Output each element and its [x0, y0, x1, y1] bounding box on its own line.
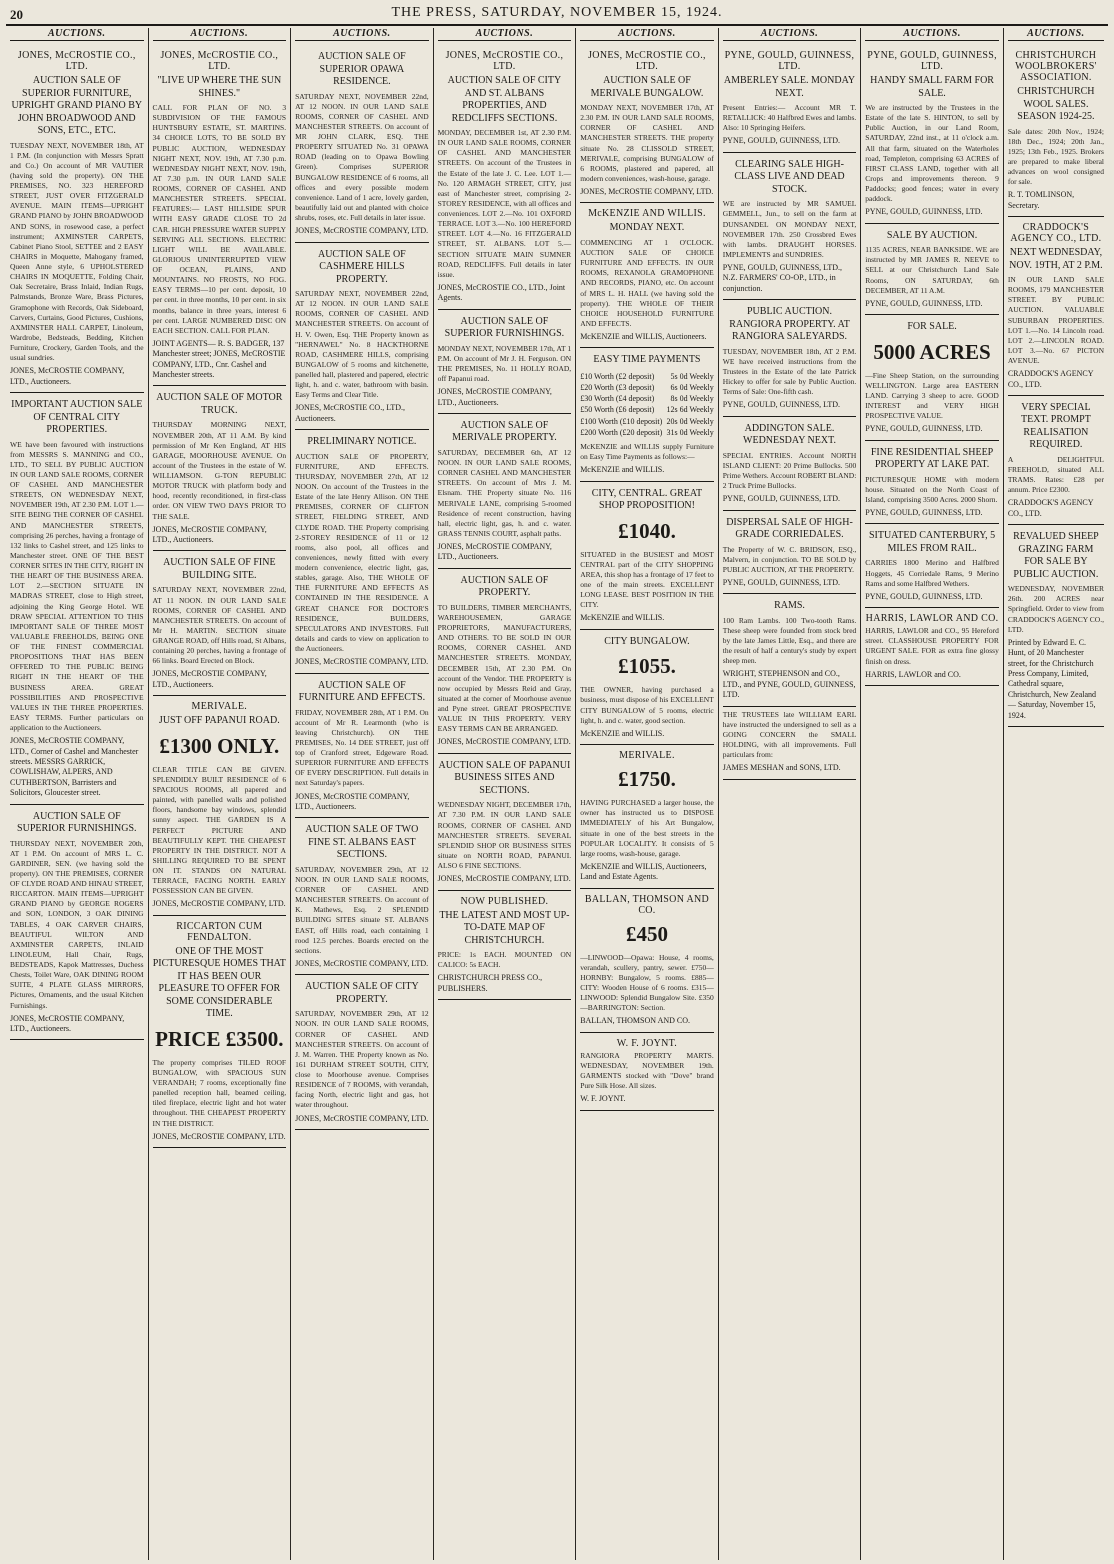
- ad-title: AUCTION SALE OF CITY PROPERTY.: [305, 981, 419, 1005]
- ad-title: AUCTION SALE OF CASHMERE HILLS PROPERTY.: [317, 248, 406, 285]
- ad-body: RANGIORA PROPERTY MARTS. WEDNESDAY, NOVEMBER 19th. GARMENTS stocked with "Dove" brand Pure Silk Hose. All sizes.: [580, 1050, 714, 1091]
- ad-body: SATURDAY NEXT, NOVEMBER 22nd, AT 11 NOON. IN OUR LAND SALE ROOMS, CORNER OF CASHEL AND MANCHESTER STREETS. On account of Mr H. MARTIN. SECTION situate GRANGE ROAD, off Hills road, St Albans, containing 20 perches, having a frontage of 66 links. Board Erected on Block.: [152, 585, 287, 666]
- ad-title: SITUATED CANTERBURY, 5 MILES FROM RAIL.: [868, 530, 996, 554]
- ad-body: We are instructed by the Trustees in the Estate of the late S. HINTON, to sell by Public Auction, in our Land Room, SATURDAY, 22nd inst., at 11 o'clock a.m. All that farm, situated on the Waterholes road, Templeton, comprising 63 ACRES of FIRST CLASS LAND, together with all Crops and improvements thereon. 9 Paddocks; good fences; water in every paddock.: [865, 103, 999, 204]
- ad-price: £1300 ONLY.: [159, 733, 280, 758]
- ad-title: CITY, CENTRAL. GREAT SHOP PROPOSITION!: [591, 487, 703, 512]
- advertisement: [1008, 45, 1104, 217]
- ad-body: FRIDAY, NOVEMBER 28th, AT 1 P.M. On account of Mr R. Learmonth (who is leaving Christchurch). ON THE PREMISES, No. 14 DEE STREET, just off top of Cranford street, Edgeware Road. SUPERIOR FURNITURE AND EFFECTS OF EVERY DESCRIPTION. Full details in next Saturday's papers.: [295, 707, 429, 788]
- ad-signature: PYNE, GOULD, GUINNESS, LTD.: [865, 424, 983, 434]
- ad-firm: JONES, McCROSTIE CO., LTD.: [17, 50, 136, 72]
- advertisement: [865, 45, 999, 224]
- ad-title: AUCTION SALE OF CITY AND ST. ALBANS PROPERTIES, AND REDCLIFFS SECTIONS.: [447, 75, 562, 124]
- ad-body: A DELIGHTFUL FREEHOLD, situated ALL TRAMS. Rates: £28 per annum. Price £2300.: [1007, 454, 1104, 495]
- ad-body: MONDAY NEXT, NOVEMBER 17th, AT 2.30 P.M. IN OUR LAND SALE ROOMS, CORNER OF CASHEL AND MANCHESTER STREETS. THE property situate No. 28 CLISSOLD STREET, MERIVALE, comprising BUNGALOW of 6 ROOMS, plastered and papered, all modern conveniences, wash-house, garage.: [580, 103, 714, 183]
- payment-rate: 5s 0d Weekly: [670, 371, 714, 381]
- payment-amount: £30 Worth (£4 deposit): [580, 394, 655, 404]
- ad-firm: RICCARTON CUM FENDALTON.: [176, 920, 263, 943]
- ad-firm: JONES, McCROSTIE CO., LTD.: [445, 50, 564, 72]
- ad-firm: HARRIS, LAWLOR AND CO.: [865, 613, 999, 625]
- ad-signature: JONES, McCROSTIE COMPANY, LTD.: [295, 226, 429, 236]
- ad-body: MONDAY NEXT, NOVEMBER 17th, AT 1 P.M. On account of Mr J. H. Ferguson. ON THE PREMISES, No. 11 HOLLY ROAD, off Papanui road.: [437, 343, 572, 384]
- advertisement: [438, 754, 572, 891]
- ad-firm: JONES, McCROSTIE CO., LTD.: [160, 50, 279, 72]
- payment-row: [580, 427, 714, 438]
- ad-body: CALL FOR PLAN OF NO. 3 SUBDIVISION OF THE FAMOUS HUNTSBURY ESTATE, ST. MARTINS. 34 CHOICE LOTS, TO BE SOLD BY PUBLIC AUCTION, WEDNESDAY NIGHT NEXT, NOV. 19th, AT 7.30 p.m. WEDNESDAY NIGHT NEXT, NOV. 19th, AT 7.30 p.m. IN OUR LAND SALE ROOMS, CORNER OF CASHEL AND MANCHESTER STREETS. SPECIAL FEATURES:— LAST HILLSIDE SPUR WITH EASY GRADE CLOSE TO 2d CAR. HIGH PRESSURE WATER SUPPLY SERVING ALL SECTIONS. ELECTRIC LIGHT WILL BE AVAILABLE. GLORIOUS UNINTERRUPTED VIEW OF OCEAN, PLAINS, AND MOUNTAINS. NO FROSTS, NO FOG. EASY TERMS—10 per cent. deposit, 10 per cent. in three months, 10 per cent. in six months, balance in three years, interest 6 per cent. LARGE NUMBERED DISC ON EACH SECTION. CALL FOR PLAN.: [152, 103, 287, 335]
- column-heading: AUCTIONS.: [10, 28, 144, 41]
- advertisement: [438, 45, 572, 310]
- ad-signature: PYNE, GOULD, GUINNESS, LTD., N.Z. FARMERS' CO-OP., LTD., in conjunction.: [722, 263, 842, 293]
- column-heading: AUCTIONS.: [865, 28, 999, 41]
- ad-price: £1055.: [618, 654, 676, 679]
- ad-signature: McKENZIE and WILLIS, Auctioneers, Land and Estate Agents.: [580, 861, 707, 882]
- ad-body: The Property of W. C. BRIDSON, ESQ., Malvern, in conjunction. TO BE SOLD by PUBLIC AUCTION, AT THE PROPERTY.: [722, 544, 857, 574]
- ad-signature: McKENZIE and WILLIS.: [580, 613, 665, 623]
- advertisement: [438, 891, 572, 1001]
- ad-body: PRICE: 1s EACH. MOUNTED ON CALICO: 5s EACH.: [437, 950, 572, 970]
- column-1: [6, 28, 148, 1560]
- ad-signature: McKENZIE and WILLIS.: [580, 465, 665, 475]
- ad-title: FOR SALE.: [907, 321, 957, 333]
- ad-body: SATURDAY, NOVEMBER 29th, AT 12 NOON. IN OUR LAND SALE ROOMS, CORNER OF CASHEL AND MANCHESTER STREETS. On account of K. Mathews, Esq. 2 SPLENDID BUILDING SITES situate ST. ALBANS EAST, off Hills road, each containing 1 rood 12.5 perches. Boards erected on the sections.: [295, 864, 429, 955]
- ad-body: —LINWOOD—Opawa: House, 4 rooms, verandah, scullery, pantry, sewer. £750—HORNBY: Bungalow, 5 rooms. £885—CITY: Wooden House of 6 rooms. £315—LINWOOD: Splendid Bungalow Site. £350—BARRINGTON: Section.: [580, 952, 714, 1013]
- ad-firm: BALLAN, THOMSON AND CO.: [584, 893, 710, 916]
- ad-body: WE have been favoured with instructions from MESSRS S. MANNING and CO., LTD., TO SELL BY PUBLIC AUCTION IN OUR LAND SALE ROOMS, CORNER OF CASHEL AND MANCHESTER STREETS, ON WEDNESDAY NEXT, NOVEMBER 19th, AT 2.30 P.M. LOT 1.—SITE BEING THE CORNER OF CASHEL AND MANCHESTER STREETS, comprising 26 perches, having a frontage of 132 links to Cashel street, and 125 links to Manchester street. ONE OF THE BEST CORNER SITES IN THE CITY, RIGHT IN THE HEART OF THE BUSINESS AREA. LOT 2.—SECTION SITUATE IN MADRAS STREET, close to High street, adjoining the King George Hotel. WE DRAW SPECIAL ATTENTION TO THIS IMPORTANT SALE OF THREE MOST VALUABLE FREEHOLDS, BEING ONE OF THE FINEST COMMERCIAL PROPOSITIONS THAT HAS BEEN OFFERED TO THE PUBLIC BEING RIGHT IN THE HEART OF THE BUSINESS AREA. GREAT POSSIBILITIES AND PROSPECTIVE VALUES IN THE THREE PROPERTIES. EASY TERMS. Further particulars on application to the Auctioneers.: [10, 439, 144, 733]
- advertisement: [723, 594, 857, 706]
- ad-firm: PYNE, GOULD, GUINNESS, LTD.: [724, 50, 855, 72]
- ad-body: HAVING PURCHASED a larger house, the owner has instructed us to DISPOSE IMMEDIATELY of his Art Bungalow, situate in one of the best streets in the POPULAR LOCALITY. It consists of 5 large rooms, wash-house, garage.: [580, 798, 714, 858]
- ad-signature: PYNE, GOULD, GUINNESS, LTD.: [865, 207, 983, 217]
- ad-signature: JONES, McCROSTIE COMPANY, LTD.: [152, 899, 286, 909]
- ad-body: PICTURESQUE HOME with modern house. Situated on the North Coast of Island, comprising 3500 Acres. 2000 Shorn.: [865, 474, 999, 504]
- ad-body: SATURDAY NEXT, NOVEMBER 22nd, AT 12 NOON. IN OUR LAND SALE ROOMS, CORNER OF CASHEL AND MANCHESTER STREETS. On account of MR JOHN CLARK, ESQ. THE PROPERTY SITUATED No. 31 OPAWA ROAD (leading on to Opawa Bowling Green). Comprises SUPERIOR BUNGALOW RESIDENCE of 6 rooms, all offices and every possible modern convenience. Land of 1 acre, lovely garden, beautifully laid out and planted with choice shrubs, roses, etc. Full details in later issue.: [295, 91, 429, 222]
- column-5: [575, 28, 718, 1560]
- ad-firm: CHRISTCHURCH WOOLBROKERS' ASSOCIATION.: [1015, 50, 1097, 83]
- ad-title: AMBERLEY SALE. MONDAY NEXT.: [723, 75, 856, 99]
- column-heading: AUCTIONS.: [1008, 28, 1104, 41]
- column-8: [1003, 28, 1108, 1560]
- ad-firm: PYNE, GOULD, GUINNESS, LTD.: [867, 50, 997, 72]
- ad-signature: W. F. JOYNT.: [580, 1094, 626, 1104]
- ad-title: PUBLIC AUCTION. RANGIORA PROPERTY. AT RANGIORA SALEYARDS.: [729, 306, 850, 343]
- ad-title: RAMS.: [774, 600, 805, 612]
- ad-firm: MERIVALE.: [619, 750, 675, 762]
- ad-title: AUCTION SALE OF FURNITURE AND EFFECTS.: [298, 679, 426, 704]
- ad-signature: JONES, McCROSTIE COMPANY, LTD., Auctioneers.: [437, 542, 552, 562]
- ad-firm: McKENZIE AND WILLIS.: [588, 208, 706, 220]
- ad-title: DISPERSAL SALE OF HIGH-GRADE CORRIEDALES.: [726, 516, 853, 541]
- ad-title: AUCTION SALE OF SUPERIOR FURNISHINGS.: [444, 315, 565, 340]
- advertisement: [438, 414, 572, 569]
- advertisement: [153, 45, 287, 386]
- ad-body: SATURDAY, NOVEMBER 29th, AT 12 NOON. IN OUR LAND SALE ROOMS, CORNER OF CASHEL AND MANCHESTER STREETS. On account of J. M. Warren. THE Property known as No. 161 DURHAM STREET SOUTH, CITY, close to Moorhouse avenue. Comprises RESIDENCE of 7 ROOMS, with verandah, facing North, electric light and gas, hot water throughout.: [295, 1009, 429, 1110]
- advertisement: [580, 348, 714, 481]
- ad-signature: JONES, McCROSTIE COMPANY, LTD.: [295, 1113, 429, 1123]
- ad-title: CITY BUNGALOW.: [604, 635, 690, 647]
- advertisement: [580, 203, 714, 348]
- advertisement: [865, 524, 999, 608]
- ad-signature: PYNE, GOULD, GUINNESS, LTD.: [722, 577, 840, 587]
- ad-signature: JONES, McCROSTIE COMPANY, LTD.: [580, 187, 714, 196]
- ad-body: IN OUR LAND SALE ROOMS, 179 MANCHESTER STREET. BY PUBLIC AUCTION. VALUABLE SUBURBAN PROPERTIES. LOT 1.—No. 14 Lincoln road. LOT 2.—LINCOLN ROAD. LOT 3.—No. 67 PICTON AVENUE.: [1007, 275, 1104, 366]
- ad-body: SITUATED in the BUSIEST and MOST CENTRAL part of the CITY SHOPPING AREA, this shop has a frontage of 17 feet to one of the main streets. EXCELLENT LONG LEASE. BEST POSITION IN THE CITY.: [580, 549, 714, 610]
- ad-title: VERY SPECIAL TEXT. PROMPT REALISATION REQUIRED.: [1020, 401, 1091, 451]
- advertisement: [580, 45, 714, 203]
- payment-row: [580, 404, 714, 415]
- ad-title: AUCTION SALE OF PAPANUI BUSINESS SITES AND SECTIONS.: [438, 759, 571, 796]
- ad-signature: JONES, McCROSTIE COMPANY, LTD., Corner of Cashel and Manchester streets. MESSRS GARRICK, COWLISHAW, ALPERS, AND CUTHBERTSON, Barristers and Solicitors, Gloucester street.: [10, 736, 139, 798]
- column-7: [860, 28, 1003, 1560]
- ad-signature: CRADDOCK'S AGENCY CO., LTD.: [1007, 369, 1094, 389]
- ad-title: AUCTION SALE OF SUPERIOR FURNISHINGS.: [17, 810, 137, 834]
- advertisement: [438, 310, 572, 414]
- ad-signature: PYNE, GOULD, GUINNESS, LTD.: [865, 298, 983, 308]
- advertisement: [865, 608, 999, 686]
- masthead: [6, 2, 1108, 26]
- advertisement: [153, 386, 287, 551]
- ad-signature: PYNE, GOULD, GUINNESS, LTD.: [722, 400, 840, 410]
- ad-signature: JONES, McCROSTIE COMPANY, LTD., Auctioneers.: [152, 524, 267, 545]
- payment-row: [580, 393, 714, 404]
- ad-body: Present Entries:— Account MR T. RETALLICK: 40 Halfbred Ewes and lambs. Also: 10 Springing Heifers.: [722, 103, 857, 133]
- advertisement: [153, 696, 287, 916]
- advertisement: [580, 630, 714, 745]
- ad-title: ADDINGTON SALE. WEDNESDAY NEXT.: [743, 422, 836, 447]
- ad-title: THE LATEST AND MOST UP-TO-DATE MAP OF CHRISTCHURCH.: [439, 909, 570, 946]
- ad-signature: JONES, McCROSTIE COMPANY, LTD., Auctioneers.: [295, 791, 410, 811]
- advertisement: [723, 153, 857, 300]
- column-2: [148, 28, 291, 1560]
- payment-row: [580, 371, 714, 382]
- ad-signature: JONES, McCROSTIE CO., LTD., Auctioneers.: [295, 403, 406, 423]
- ad-signature: BALLAN, THOMSON AND CO.: [580, 1016, 691, 1026]
- ad-body: SATURDAY, DECEMBER 6th, AT 12 NOON. IN OUR LAND SALE ROOMS, CORNER CASHEL AND MANCHESTER STREETS. On account of Mrs J. M. Elsnam. THE Property situate No. 116 MERIVALE LANE, comprising 5-roomed Residence of recent construction, having hall, electric light, gas, h. and c. water. GRASS TENNIS COURT, asphalt paths.: [437, 447, 572, 538]
- ad-price: PRICE £3500.: [155, 1026, 284, 1051]
- advertisement: [295, 45, 429, 243]
- advertisement: [153, 551, 287, 696]
- ad-title: CHRISTCHURCH WOOL SALES. SEASON 1924-25.: [1017, 86, 1095, 122]
- ad-body: Sale dates: 20th Nov., 1924; 18th Dec., 1924; 20th Jan., 1925; 13th Feb., 1925. Brokers are prepared to make liberal advances on wool consigned for sale.: [1007, 126, 1104, 187]
- ad-signature: McKENZIE and WILLIS, Auctioneers.: [580, 332, 707, 342]
- ad-signature: WRIGHT, STEPHENSON and CO., LTD., and PYNE, GOULD, GUINNESS, LTD.: [722, 669, 856, 700]
- payment-amount: £200 Worth (£20 deposit): [580, 427, 663, 437]
- ad-body: —Fine Sheep Station, on the surrounding WELLINGTON. Large area EASTERN LAND. Carrying 3 sheep to acre. GOOD INTEREST and VERY HIGH PROSPECTIVE VALUE.: [865, 370, 999, 421]
- ad-title: MONDAY NEXT.: [609, 222, 685, 234]
- ad-body: MONDAY, DECEMBER 1st, AT 2.30 P.M. IN OUR LAND SALE ROOMS, CORNER OF CASHEL AND MANCHESTER STREETS. On account of the Trustees in the Estate of the late J. C. Lee. LOT 1.—No. 120 ARMAGH STREET, CITY, just east of Manchester street, comprising 2-STOREY RESIDENCE, with all offices and conveniences. LOT 2.—No. 101 OXFORD TERRACE. LOT 3.—No. 100 HEREFORD STREET. LOT 4.—No. 16 FITZGERALD STREET, ST. ALBANS. LOT 5.—SECTION SITUATE MAIN SUMNER ROAD, REDCLIFFS. Full details in later issue.: [437, 128, 572, 279]
- advertisement: [295, 818, 429, 975]
- advertisement: [580, 745, 714, 889]
- ad-title: SALE BY AUCTION.: [886, 229, 978, 241]
- ad-signature: JONES, McCROSTIE COMPANY, LTD.: [295, 958, 429, 968]
- ad-body: CARRIES 1800 Merino and Halfbred Hoggets, 45 Corriedale Rams, 9 Merino Rams and some Halfbred Wethers.: [865, 558, 999, 588]
- ad-signature: HARRIS, LAWLOR and CO.: [865, 669, 961, 679]
- ad-price: 5000 ACRES: [873, 339, 991, 364]
- ad-signature: JONES, McCROSTIE CO., LTD., Joint Agents.: [437, 282, 566, 303]
- ad-signature: PYNE, GOULD, GUINNESS, LTD.: [722, 136, 840, 146]
- advertisement: [295, 243, 429, 431]
- ad-signature: JONES, McCROSTIE COMPANY, LTD., Auctioneers.: [10, 1013, 125, 1034]
- ad-body: CLEAR TITLE CAN BE GIVEN. SPLENDIDLY BUILT RESIDENCE of 6 SPACIOUS ROOMS, all papered and painted, with panelled walls and polished floors, handsome bay windows, splendid sunny aspect. THE GARDEN IS A PERFECT PICTURE AND BEAUTIFULLY KEPT. THE CHEAPEST PROPERTY IN THE DISTRICT. NOT A SHILLING REQUIRED TO BE SPENT ON IT. STANDS ON NATURAL TERRACE, FACING NORTH. EARLY POSSESSION CAN BE GIVEN.: [152, 764, 287, 896]
- ad-signature: CRADDOCK'S AGENCY CO., LTD.: [1007, 498, 1094, 518]
- ad-body: The property comprises TILED ROOF BUNGALOW, with SPACIOUS SUN VERANDAH; 7 rooms, exceptionally fine panelled reception hall, beamed ceiling, tiled fireplace, electric light and hot water throughout. THE CHEAPEST PROPERTY IN THE DISTRICT.: [152, 1057, 287, 1128]
- advertisement: [580, 1033, 714, 1111]
- advertisement: [1008, 217, 1104, 396]
- payment-row: [580, 416, 714, 427]
- ad-price: £450: [625, 921, 668, 946]
- ad-signature: CHRISTCHURCH PRESS CO., PUBLISHERS.: [437, 973, 543, 993]
- advertisement: [153, 916, 287, 1148]
- ad-body: WEDNESDAY NIGHT, DECEMBER 17th, AT 7.30 P.M. IN OUR LAND SALE ROOMS, CORNER OF CASHEL AND MANCHESTER STREETS. SEVERAL SPLENDID SHOP OR BUSINESS SITES situate on NORTH ROAD, PAPANUI. ALSO 6 FINE SECTIONS.: [437, 800, 572, 871]
- ad-body: TUESDAY NEXT, NOVEMBER 18th, AT 1 P.M. (In conjunction with Messrs Spratt and Co.) On account of MR VAUTIER (having sold the property). ON THE PREMISES, NO. 323 HEREFORD STREET, JUST OVER FITZGERALD AVENUE. MAIN ITEMS—UPRIGHT GRAND PIANO by JOHN BROADWOOD AND SONS, in rosewood case, a perfect instrument; AXMINSTER CARPETS, Cabinet Piano Stool, SETTEE and 2 EASY CHAIRS in Moquette, Mahogany framed, Queen Anne style, 6 UPHOLSTERED CHAIRS IN MOQUETTE, Folding Chair, Oak Secretaire, Brass Inlaid, Indian Rugs, Palmstands, Bronze Ware, Brass Pictures, Gramophone with Records, Oak Sideboard, Carvers, Curtains, Good Pictures, Cushions, AXMINSTER HALL CARPET, Linoleum, Wardrobe, Bedsteads, Bedding, Kitchen Furniture, Crockery, Garden Tools, and the usual sundries.: [10, 140, 144, 363]
- advertisement: [10, 393, 144, 804]
- payment-amount: £100 Worth (£10 deposit): [580, 416, 663, 426]
- column-6: [718, 28, 861, 1560]
- ad-title: AUCTION SALE OF SUPERIOR FURNITURE, UPRIGHT GRAND PIANO BY JOHN BROADWOOD AND SONS, ETC., ETC.: [11, 75, 143, 136]
- ad-signature: JONES, McCROSTIE COMPANY, LTD.: [295, 657, 429, 667]
- ad-title: IMPORTANT AUCTION SALE OF CENTRAL CITY PROPERTIES.: [11, 399, 143, 436]
- ad-title: AUCTION SALE OF PROPERTY.: [460, 574, 549, 599]
- ad-firm: NOW PUBLISHED.: [460, 895, 549, 907]
- ad-firm: W. F. JOYNT.: [616, 1037, 678, 1049]
- ad-signature: McKENZIE and WILLIS.: [580, 728, 665, 738]
- advertisement: [10, 45, 144, 393]
- ad-price: £1040.: [618, 518, 676, 543]
- column-heading: AUCTIONS.: [723, 28, 857, 41]
- ad-signature: JONES, McCROSTIE COMPANY, LTD., Auctioneers.: [437, 387, 552, 407]
- ad-title: JUST OFF PAPANUI ROAD.: [158, 715, 280, 727]
- ad-title: AUCTION SALE OF MOTOR TRUCK.: [156, 392, 283, 416]
- advertisement: [723, 300, 857, 417]
- ad-title: "LIVE UP WHERE THE SUN SHINES.": [157, 75, 282, 99]
- advertisement: [1008, 396, 1104, 525]
- ad-title: ONE OF THE MOST PICTURESQUE HOMES THAT IT HAS BEEN OUR PLEASURE TO OFFER FOR SOME CONSIDERABLE TIME.: [152, 945, 286, 1020]
- column-4: [433, 28, 576, 1560]
- ad-firm: JONES, McCROSTIE CO., LTD.: [588, 50, 706, 72]
- advertisement: [580, 889, 714, 1033]
- ad-title: AUCTION SALE OF SUPERIOR OPAWA RESIDENCE.: [317, 51, 406, 87]
- ad-signature: JONES, McCROSTIE COMPANY, LTD., Auctioneers.: [152, 669, 267, 689]
- advertisement: [865, 224, 999, 316]
- ad-signature: PYNE, GOULD, GUINNESS, LTD.: [865, 508, 983, 518]
- advertisement: [295, 975, 429, 1130]
- masthead-title: THE PRESS, SATURDAY, NOVEMBER 15, 1924.: [391, 5, 723, 20]
- ad-title: REVALUED SHEEP GRAZING FARM FOR SALE BY PUBLIC AUCTION.: [1013, 531, 1099, 580]
- ad-signature: JONES, McCROSTIE COMPANY, LTD.: [152, 1131, 286, 1141]
- payment-rate: 6s 0d Weekly: [670, 383, 714, 393]
- ad-signature: Printed by Edward E. C. Hunt, of 20 Manchester street, for the Christchurch Press Company, Limited, Cathedral square, Christchurch, New Zealand — Saturday, November 15, 1924.: [1007, 637, 1097, 720]
- ad-title: EASY TIME PAYMENTS: [593, 354, 701, 366]
- payment-amount: £20 Worth (£3 deposit): [580, 383, 655, 393]
- payment-rate: 20s 0d Weekly: [666, 416, 714, 426]
- ad-body: McKENZIE and WILLIS supply Furniture on Easy Time Payments as follows:—: [580, 442, 714, 462]
- column-heading: AUCTIONS.: [438, 28, 572, 41]
- ad-signature: R. T. TOMLINSON, Secretary.: [1007, 190, 1075, 210]
- advertisement: [1008, 525, 1104, 727]
- ad-title: AUCTION SALE OF MERIVALE PROPERTY.: [452, 419, 557, 444]
- ad-signature: PYNE, GOULD, GUINNESS, LTD.: [865, 591, 983, 601]
- ad-body: COMMENCING AT 1 O'CLOCK. AUCTION SALE OF CHOICE FURNITURE AND EFFECTS. IN OUR ROOMS, REXANOLA GRAMOPHONE AND RECORDS, PIANO, etc. On account of MRS L. H. HALL (we having sold the property). THE WHOLE OF THEIR CHOICE HOUSEHOLD FURNITURE AND EFFECTS.: [580, 237, 714, 328]
- ad-body: AUCTION SALE OF PROPERTY, FURNITURE, AND EFFECTS. THURSDAY, NOVEMBER 27th, AT 12 NOON. On account of the Trustees in the Estate of the late Henry Allison. ON THE PREMISES, CORNER OF CLIFTON STREET, FIELDING STREET, AND CLYDE ROAD. THE Property comprising 2-STOREY RESIDENCE of 11 or 12 rooms, also pool, all offices and conveniences, newly fitted with every modern convenience, electric light, gas, stables, garage. Also, THE WHOLE OF THE FURNITURE AND EFFECTS AS CONTAINED IN THE RESIDENCE. A GREAT CHANCE FOR DOCTOR'S RESIDENCE, BUILDERS, SPECULATORS AND INVESTORS. Full details and cards to view on application to the Auctioneers.: [295, 451, 429, 654]
- ad-body: TO BUILDERS, TIMBER MERCHANTS, WAREHOUSEMEN, GARAGE PROPRIETORS, MANUFACTURERS, AND OTHERS. TO BE SOLD IN OUR ROOMS, CORNER CASHEL AND MANCHESTER STREETS. MONDAY, DECEMBER 15th, AT 2.30 P.M. On account of the Vendor. THE PROPERTY is now occupied by Messrs Reid and Gray, situated at the corner of Moorhouse avenue and Pyne street. GREAT PROSPECTIVE VALUE IN THIS PROPERTY. VERY EASY TERMS CAN BE ARRANGED.: [437, 602, 572, 734]
- ad-body: THURSDAY NEXT, NOVEMBER 20th, AT 1 P.M. On account of MRS L. C. GARDINER, SEN. (we having sold the property). ON THE PREMISES, CORNER OF CLYDE ROAD AND HINAU STREET, RICCARTON. MAIN ITEMS—UPRIGHT GRAND PIANO by GEORGE ROGERS and SON, LONDON, 3 OAK DINING TABLES, 4 OAK CARVER CHAIRS, BEAUTIFUL WILTON AND AXMINSTER CARPETS, INLAID LINOLEUM, Hall Chair, Rugs, BEDSTEADS, Kapok Mattresses, Duchess Chests, Toilet Ware, OAK DINING ROOM SUITE, 4 PLATE GLASS MIRRORS, Pictures, Ornaments, and the usual Kitchen Furnishings.: [10, 838, 144, 1010]
- advertisement: [295, 430, 429, 673]
- column-3: [290, 28, 433, 1560]
- ad-body: THE TRUSTEES late WILLIAM EARL have instructed the undersigned to sell as a GOING CONCERN the SMALL HOLDING, with all improvements. Full particulars from:: [722, 709, 857, 760]
- ad-signature: JONES, McCROSTIE COMPANY, LTD.: [437, 737, 571, 747]
- advertisement: [580, 482, 714, 630]
- column-heading: AUCTIONS.: [295, 28, 429, 41]
- ad-price: £1750.: [618, 767, 676, 792]
- ad-body: 1135 ACRES, NEAR BANKSIDE. WE are instructed by MR JAMES R. NEEVE to SELL at our Christchurch Land Sale Rooms, ON SATURDAY, 6th DECEMBER, AT 11 A.M.: [865, 245, 999, 295]
- column-heading: AUCTIONS.: [153, 28, 287, 41]
- ad-signature: PYNE, GOULD, GUINNESS, LTD.: [722, 494, 840, 504]
- ad-body: THURSDAY MORNING NEXT, NOVEMBER 20th, AT 11 A.M. By kind permission of Mr Ken England, AT HIS GARAGE, MOORHOUSE AVENUE. On account of the Trustees in the estate of W. WILLIAMSON. G-TON REPUBLIC MOTOR TRUCK with platform body and hood, recently reconditioned, in first-class order. ON VIEW TWO DAYS PRIOR TO THE SALE.: [152, 420, 287, 521]
- ad-title: FINE RESIDENTIAL SHEEP PROPERTY AT LAKE PAT.: [870, 446, 994, 471]
- ad-body: WE are instructed by MR SAMUEL GEMMELL, Jun., to sell on the farm at DUNSANDEL ON MONDAY NEXT, NOVEMBER 17th. 250 Crossbred Ewes with lambs. DRAUGHT HORSES. IMPLEMENTS and SUNDRIES.: [722, 199, 857, 259]
- advertisement: [865, 441, 999, 525]
- payment-rate: 8s 0d Weekly: [670, 394, 714, 404]
- column-heading: AUCTIONS.: [580, 28, 714, 41]
- ad-title: HANDY SMALL FARM FOR SALE.: [870, 75, 994, 99]
- ad-body: TUESDAY, NOVEMBER 18th, AT 2 P.M. WE have received instructions from the Trustees in the Estate of the late Patrick Hickey to offer for sale by Public Auction. Terms of Sale: One-fifth cash.: [722, 346, 857, 397]
- advertisement: [723, 511, 857, 595]
- advertisement: [723, 417, 857, 511]
- ad-body: WEDNESDAY, NOVEMBER 26th. 200 ACRES near Springfield. Order to view from CRADDOCK'S AGENCY CO., LTD.: [1007, 584, 1104, 634]
- ad-title: AUCTION SALE OF FINE BUILDING SITE.: [163, 557, 276, 581]
- payment-rate: 12s 6d Weekly: [666, 405, 714, 415]
- ad-signature: JAMES MESHAN and SONS, LTD.: [722, 763, 841, 773]
- ad-firm: MERIVALE.: [191, 701, 248, 713]
- payment-rate: 31s 0d Weekly: [666, 427, 714, 437]
- ad-signature: JONES, McCROSTIE COMPANY, LTD., Auctioneers.: [10, 366, 125, 386]
- advertisement: [10, 805, 144, 1041]
- advertisement: [723, 45, 857, 153]
- ad-title: NEXT WEDNESDAY, NOV. 19TH, AT 2 P.M.: [1009, 247, 1103, 271]
- ad-title: AUCTION SALE OF TWO FINE ST. ALBANS EAST SECTIONS.: [305, 824, 419, 861]
- payment-amount: £50 Worth (£6 deposit): [580, 405, 655, 415]
- advertisement: [438, 569, 572, 754]
- ad-signature: JONES, McCROSTIE COMPANY, LTD.: [437, 874, 571, 884]
- ad-body: HARRIS, LAWLOR and CO., 95 Hereford street. CLASSHOUSE PROPERTY FOR URGENT SALE. FOR as extra fine glossy finish on dress.: [865, 626, 999, 666]
- payment-table: [580, 371, 714, 438]
- ad-title: AUCTION SALE OF MERIVALE BUNGALOW.: [590, 75, 704, 99]
- payment-amount: £10 Worth (£2 deposit): [580, 371, 655, 381]
- advertisement: [295, 674, 429, 819]
- ad-body: THE OWNER, having purchased a business, must dispose of his EXCELLENT CITY BUNGALOW of 5 rooms, electric light, h. and c. water, good section.: [580, 685, 714, 725]
- ad-title: CLEARING SALE HIGH-CLASS LIVE AND DEAD STOCK.: [734, 158, 845, 195]
- column-container: [6, 28, 1108, 1560]
- ad-body: SATURDAY NEXT, NOVEMBER 22nd, AT 12 NOON. IN OUR LAND SALE ROOMS, CORNER OF CASHEL AND MANCHESTER STREETS. On account of H. V. Owen, Esq. THE Property known as "HERNAWEL" No. 8 HACKTHORNE ROAD, CASHMERE HILLS, comprising BUNGALOW of 5 rooms and kitchenette, panelled hall, plastered and papered, electric light, h. and c. water, bathroom with basin. Easy Terms and Clear Title.: [295, 289, 429, 400]
- ad-body: SPECIAL ENTRIES. Account NORTH ISLAND CLIENT: 20 Prime Bullocks. 500 Prime Wethers. Account ROBERT BLAND: 2 Truck Prime Bullocks.: [722, 450, 857, 491]
- ad-firm: CRADDOCK'S AGENCY CO., LTD.: [1010, 222, 1102, 245]
- page-number: 20: [10, 7, 23, 22]
- advertisement: [865, 315, 999, 441]
- advertisement: [723, 707, 857, 780]
- ad-signature: JOINT AGENTS— R. S. BADGER, 137 Manchester street; JONES, McCROSTIE COMPANY, LTD., Cnr. Cashel and Manchester streets.: [152, 338, 286, 380]
- ad-title: PRELIMINARY NOTICE.: [307, 436, 417, 448]
- payment-row: [580, 382, 714, 393]
- ad-body: 100 Ram Lambs. 100 Two-tooth Rams. These sheep were founded from stock bred by the late James Little, Esq., and there are the result of half a century's study by expert sheep men.: [722, 615, 857, 666]
